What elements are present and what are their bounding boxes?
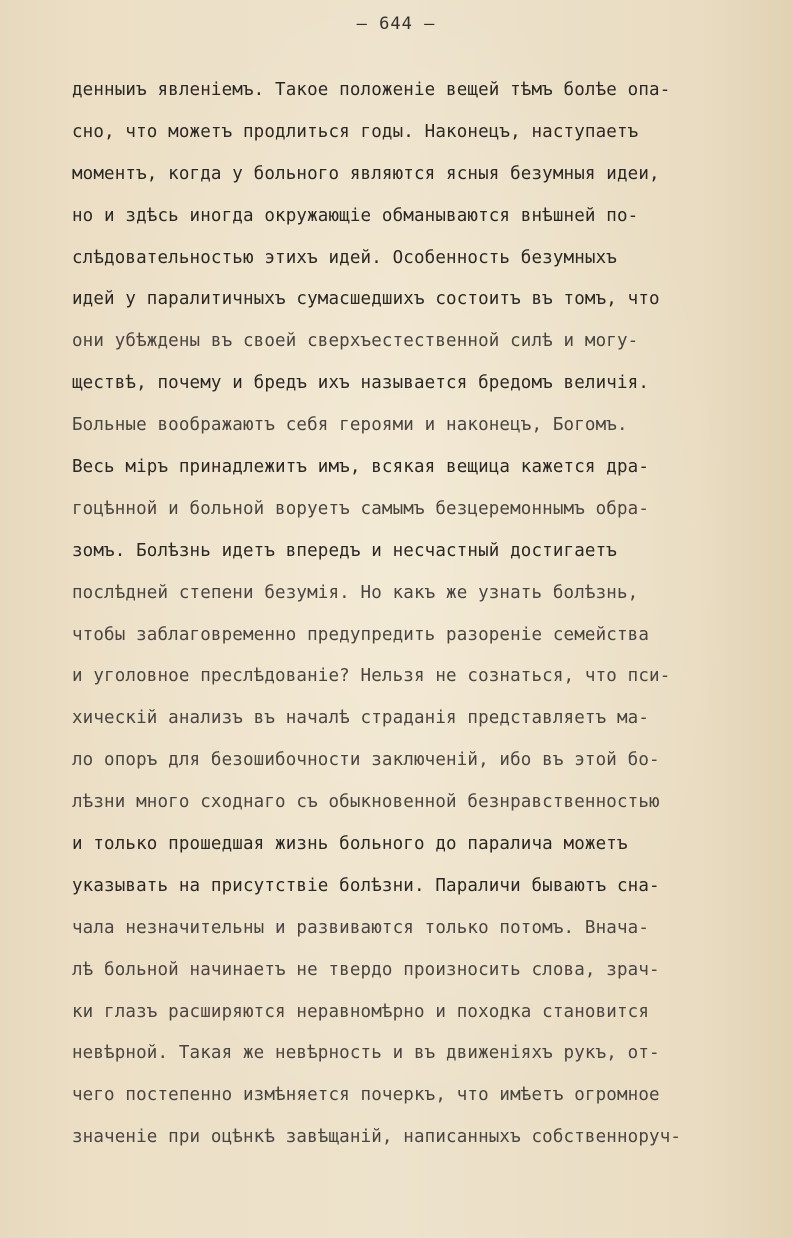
text-line: но и здѣсь иногда окружающіе обманываются внѣшней по-	[72, 205, 639, 226]
text-line: денныиъ явленіемъ. Такое положеніе вещей тѣмъ болѣе опа-	[72, 80, 671, 100]
text-line: Весь міръ принадлежитъ имъ, всякая вещица кажется дра-	[72, 457, 650, 478]
page-number: – 644 –	[356, 14, 436, 34]
text-line: указывать на присутствіе болѣзни. Параличи бываютъ сна-	[72, 875, 660, 896]
text-line: они убѣждены въ своей сверхъестественной силѣ и могу-	[72, 331, 639, 352]
text-line: послѣдней степени безумія. Но какъ же узнать болѣзнь,	[72, 582, 639, 603]
text-line: невѣрной. Такая же невѣрность и въ движеніяхъ рукъ, от-	[72, 1043, 660, 1064]
text-line: чтобы заблаговременно предупредить разореніе семейства	[72, 624, 650, 645]
text-line: сно, что можетъ продлиться годы. Наконецъ, наступаетъ	[72, 121, 639, 142]
text-line: чала незначительны и развиваются только потомъ. Внача-	[72, 917, 650, 938]
text-line: ло опоръ для безошибочности заключеній, ибо въ этой бо-	[72, 750, 660, 771]
text-line: хическій анализъ въ началѣ страданія представляетъ ма-	[72, 708, 650, 729]
text-line: идей у паралитичныхъ сумасшедшихъ состоитъ въ томъ, что	[72, 289, 660, 310]
text-line: ществѣ, почему и бредъ ихъ называется бредомъ величія.	[72, 373, 650, 394]
text-line: лѣ больной начинаетъ не твердо произносить слова, зрач-	[72, 959, 660, 980]
text-line: чего постепенно измѣняется почеркъ, что имѣетъ огромное	[72, 1085, 660, 1106]
text-line: зомъ. Болѣзнь идетъ впередъ и несчастный достигаетъ	[72, 540, 617, 561]
body-text	[72, 76, 784, 1165]
text-line: слѣдовательностью этихъ идей. Особенность безумныхъ	[72, 247, 617, 268]
text-line: лѣзни много сходнаго съ обыкновенной безнравственностью	[72, 792, 660, 813]
text-line: и только прошедшая жизнь больного до паралича можетъ	[72, 834, 628, 855]
text-line: моментъ, когда у больного являются ясныя безумныя идеи,	[72, 163, 660, 184]
text-line: ки глазъ расширяются неравномѣрно и походка становится	[72, 1001, 650, 1022]
text-line: значеніе при оцѣнкѣ завѣщаній, написанныхъ собственноруч-	[72, 1127, 682, 1148]
text-line: гоцѣнной и больной воруетъ самымъ безцеремоннымъ обра-	[72, 498, 650, 519]
text-line: и уголовное преслѣдованіе? Нельзя не сознаться, что пси-	[72, 666, 671, 687]
text-line: Больные воображаютъ себя героями и наконецъ, Богомъ.	[72, 415, 628, 436]
